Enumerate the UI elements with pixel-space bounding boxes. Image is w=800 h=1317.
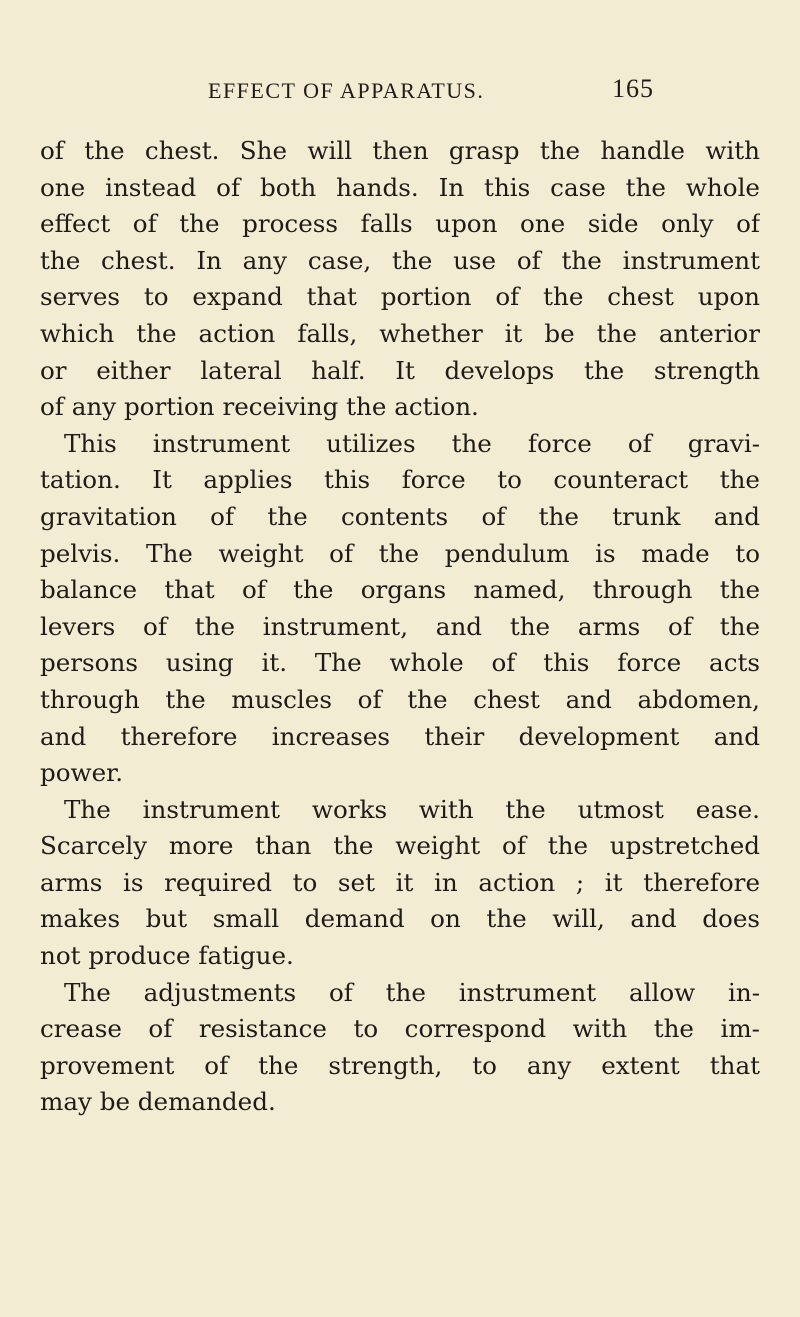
- text-line: through the muscles of the chest and abdomen,: [40, 684, 760, 714]
- text-line: balance that of the organs named, through the: [40, 575, 760, 605]
- text-line: of any portion receiving the action.: [40, 392, 479, 422]
- text-line: persons using it. The whole of this force acts: [40, 648, 760, 678]
- text-line: effect of the process falls upon one side only of: [40, 209, 760, 239]
- text-line: power.: [40, 758, 124, 788]
- text-line: Scarcely more than the weight of the upstretched: [40, 831, 760, 861]
- text-line: not produce fatigue.: [40, 941, 294, 971]
- text-line: The adjustments of the instrument allow in-: [64, 977, 760, 1007]
- text-line: of the chest. She will then grasp the handle with: [40, 136, 760, 165]
- text-line: which the action falls, whether it be the anterior: [40, 318, 760, 348]
- text-line: gravitation of the contents of the trunk and: [40, 501, 760, 531]
- text-line: The instrument works with the utmost ease.: [64, 794, 760, 824]
- text-line: levers of the instrument, and the arms of the: [40, 611, 760, 641]
- text-line: or either lateral half. It develops the strength: [40, 355, 760, 385]
- text-line: This instrument utilizes the force of gravi-: [64, 428, 760, 458]
- running-head: EFFECT OF APPARATUS.: [208, 78, 485, 103]
- text-line: serves to expand that portion of the chest upon: [40, 282, 760, 312]
- text-line: makes but small demand on the will, and does: [40, 904, 760, 934]
- text-line: crease of resistance to correspond with the im-: [40, 1014, 760, 1044]
- text-line: arms is required to set it in action ; it therefore: [40, 867, 760, 897]
- text-line: one instead of both hands. In this case the whole: [40, 172, 760, 202]
- page-number: 165: [612, 74, 654, 103]
- text-line: provement of the strength, to any extent that: [40, 1050, 760, 1080]
- text-line: tation. It applies this force to counteract the: [40, 465, 760, 495]
- text-line: may be demanded.: [40, 1087, 276, 1117]
- body-text: [40, 133, 760, 1121]
- text-line: pelvis. The weight of the pendulum is made to: [40, 538, 760, 568]
- text-line: and therefore increases their development and: [40, 721, 760, 751]
- text-line: the chest. In any case, the use of the instrument: [40, 245, 760, 275]
